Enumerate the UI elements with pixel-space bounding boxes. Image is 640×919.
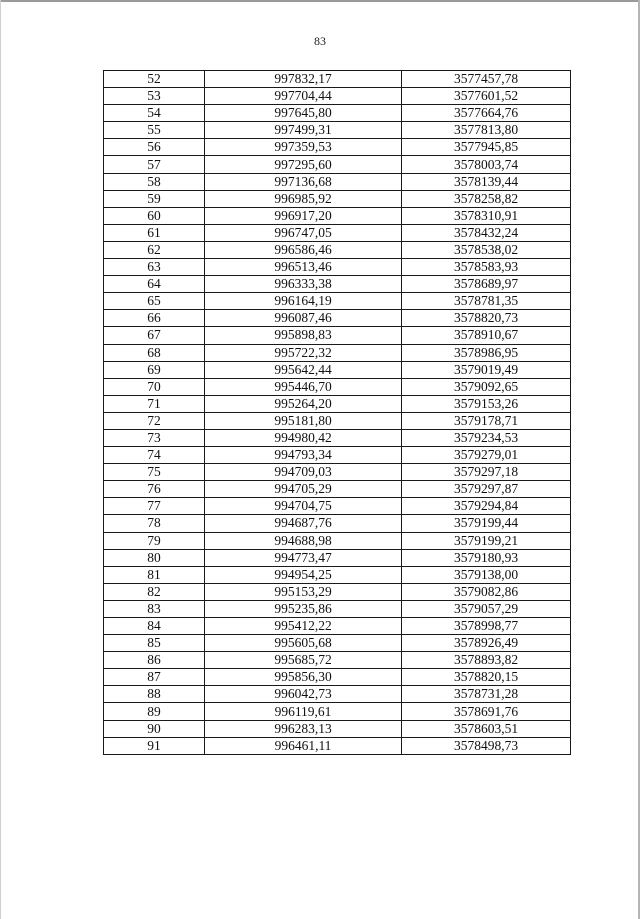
y-coordinate-cell: 3578998,77: [402, 618, 571, 635]
point-number-cell: 59: [104, 190, 205, 207]
y-coordinate-cell: 3578691,76: [402, 703, 571, 720]
point-number-cell: 61: [104, 224, 205, 241]
y-coordinate-cell: 3578893,82: [402, 652, 571, 669]
y-coordinate-cell: 3578731,28: [402, 686, 571, 703]
x-coordinate-cell: 994773,47: [205, 549, 402, 566]
table-row: [104, 88, 571, 105]
x-coordinate-cell: 995898,83: [205, 327, 402, 344]
point-number-cell: 70: [104, 378, 205, 395]
x-coordinate-cell: 994980,42: [205, 429, 402, 446]
table-row: [104, 207, 571, 224]
x-coordinate-cell: 996042,73: [205, 686, 402, 703]
point-number-cell: 84: [104, 618, 205, 635]
table-row: [104, 344, 571, 361]
x-coordinate-cell: 995446,70: [205, 378, 402, 395]
y-coordinate-cell: 3579138,00: [402, 566, 571, 583]
table-row: [104, 686, 571, 703]
y-coordinate-cell: 3579297,87: [402, 481, 571, 498]
x-coordinate-cell: 995605,68: [205, 635, 402, 652]
x-coordinate-cell: 995235,86: [205, 600, 402, 617]
table-row: [104, 498, 571, 515]
x-coordinate-cell: 996119,61: [205, 703, 402, 720]
x-coordinate-cell: 997704,44: [205, 88, 402, 105]
y-coordinate-cell: 3578603,51: [402, 720, 571, 737]
point-number-cell: 69: [104, 361, 205, 378]
y-coordinate-cell: 3579178,71: [402, 412, 571, 429]
point-number-cell: 58: [104, 173, 205, 190]
x-coordinate-cell: 997499,31: [205, 122, 402, 139]
point-number-cell: 75: [104, 464, 205, 481]
x-coordinate-cell: 996513,46: [205, 259, 402, 276]
y-coordinate-cell: 3579092,65: [402, 378, 571, 395]
table-row: [104, 720, 571, 737]
coordinates-table-body: [104, 71, 571, 755]
table-row: [104, 635, 571, 652]
x-coordinate-cell: 994709,03: [205, 464, 402, 481]
x-coordinate-cell: 996087,46: [205, 310, 402, 327]
table-row: [104, 190, 571, 207]
x-coordinate-cell: 994687,76: [205, 515, 402, 532]
y-coordinate-cell: 3578498,73: [402, 737, 571, 754]
x-coordinate-cell: 996461,11: [205, 737, 402, 754]
table-row: [104, 224, 571, 241]
y-coordinate-cell: 3579153,26: [402, 395, 571, 412]
point-number-cell: 56: [104, 139, 205, 156]
table-row: [104, 412, 571, 429]
y-coordinate-cell: 3578003,74: [402, 156, 571, 173]
x-coordinate-cell: 995722,32: [205, 344, 402, 361]
point-number-cell: 66: [104, 310, 205, 327]
y-coordinate-cell: 3578926,49: [402, 635, 571, 652]
x-coordinate-cell: 994954,25: [205, 566, 402, 583]
table-row: [104, 447, 571, 464]
point-number-cell: 86: [104, 652, 205, 669]
table-row: [104, 583, 571, 600]
x-coordinate-cell: 995181,80: [205, 412, 402, 429]
point-number-cell: 52: [104, 71, 205, 88]
table-row: [104, 703, 571, 720]
table-row: [104, 361, 571, 378]
y-coordinate-cell: 3577945,85: [402, 139, 571, 156]
x-coordinate-cell: 996985,92: [205, 190, 402, 207]
y-coordinate-cell: 3579057,29: [402, 600, 571, 617]
point-number-cell: 68: [104, 344, 205, 361]
table-row: [104, 327, 571, 344]
table-row: [104, 310, 571, 327]
x-coordinate-cell: 995264,20: [205, 395, 402, 412]
point-number-cell: 71: [104, 395, 205, 412]
point-number-cell: 80: [104, 549, 205, 566]
x-coordinate-cell: 995685,72: [205, 652, 402, 669]
x-coordinate-cell: 994688,98: [205, 532, 402, 549]
table-row: [104, 669, 571, 686]
point-number-cell: 76: [104, 481, 205, 498]
point-number-cell: 62: [104, 241, 205, 258]
x-coordinate-cell: 996164,19: [205, 293, 402, 310]
point-number-cell: 54: [104, 105, 205, 122]
page-edge-left: [0, 0, 1, 919]
point-number-cell: 73: [104, 429, 205, 446]
y-coordinate-cell: 3578986,95: [402, 344, 571, 361]
table-row: [104, 139, 571, 156]
table-row: [104, 71, 571, 88]
table-row: [104, 464, 571, 481]
page-number: 83: [314, 34, 326, 48]
point-number-cell: 77: [104, 498, 205, 515]
table-row: [104, 618, 571, 635]
y-coordinate-cell: 3579297,18: [402, 464, 571, 481]
table-row: [104, 429, 571, 446]
table-row: [104, 378, 571, 395]
table-row: [104, 532, 571, 549]
y-coordinate-cell: 3579019,49: [402, 361, 571, 378]
point-number-cell: 57: [104, 156, 205, 173]
point-number-cell: 81: [104, 566, 205, 583]
y-coordinate-cell: 3578432,24: [402, 224, 571, 241]
x-coordinate-cell: 995412,22: [205, 618, 402, 635]
x-coordinate-cell: 995153,29: [205, 583, 402, 600]
point-number-cell: 88: [104, 686, 205, 703]
y-coordinate-cell: 3578538,02: [402, 241, 571, 258]
y-coordinate-cell: 3578820,15: [402, 669, 571, 686]
point-number-cell: 55: [104, 122, 205, 139]
x-coordinate-cell: 997645,80: [205, 105, 402, 122]
table-row: [104, 105, 571, 122]
point-number-cell: 72: [104, 412, 205, 429]
x-coordinate-cell: 994793,34: [205, 447, 402, 464]
x-coordinate-cell: 996283,13: [205, 720, 402, 737]
table-row: [104, 293, 571, 310]
x-coordinate-cell: 995856,30: [205, 669, 402, 686]
y-coordinate-cell: 3578820,73: [402, 310, 571, 327]
x-coordinate-cell: 997295,60: [205, 156, 402, 173]
x-coordinate-cell: 997832,17: [205, 71, 402, 88]
y-coordinate-cell: 3578689,97: [402, 276, 571, 293]
y-coordinate-cell: 3578258,82: [402, 190, 571, 207]
y-coordinate-cell: 3579199,21: [402, 532, 571, 549]
x-coordinate-cell: 996747,05: [205, 224, 402, 241]
point-number-cell: 67: [104, 327, 205, 344]
y-coordinate-cell: 3579082,86: [402, 583, 571, 600]
table-row: [104, 173, 571, 190]
y-coordinate-cell: 3577601,52: [402, 88, 571, 105]
y-coordinate-cell: 3577457,78: [402, 71, 571, 88]
point-number-cell: 63: [104, 259, 205, 276]
table-row: [104, 600, 571, 617]
point-number-cell: 60: [104, 207, 205, 224]
table-row: [104, 122, 571, 139]
point-number-cell: 82: [104, 583, 205, 600]
table-row: [104, 259, 571, 276]
x-coordinate-cell: 997136,68: [205, 173, 402, 190]
table-row: [104, 515, 571, 532]
y-coordinate-cell: 3579234,53: [402, 429, 571, 446]
x-coordinate-cell: 996586,46: [205, 241, 402, 258]
point-number-cell: 85: [104, 635, 205, 652]
y-coordinate-cell: 3578781,35: [402, 293, 571, 310]
table-row: [104, 481, 571, 498]
point-number-cell: 90: [104, 720, 205, 737]
y-coordinate-cell: 3577664,76: [402, 105, 571, 122]
y-coordinate-cell: 3579279,01: [402, 447, 571, 464]
y-coordinate-cell: 3578310,91: [402, 207, 571, 224]
point-number-cell: 65: [104, 293, 205, 310]
coordinates-table: [103, 70, 571, 755]
table-row: [104, 652, 571, 669]
point-number-cell: 87: [104, 669, 205, 686]
point-number-cell: 83: [104, 600, 205, 617]
table-row: [104, 566, 571, 583]
table-row: [104, 156, 571, 173]
y-coordinate-cell: 3579199,44: [402, 515, 571, 532]
y-coordinate-cell: 3579294,84: [402, 498, 571, 515]
y-coordinate-cell: 3579180,93: [402, 549, 571, 566]
point-number-cell: 89: [104, 703, 205, 720]
y-coordinate-cell: 3578910,67: [402, 327, 571, 344]
y-coordinate-cell: 3577813,80: [402, 122, 571, 139]
point-number-cell: 79: [104, 532, 205, 549]
x-coordinate-cell: 994705,29: [205, 481, 402, 498]
table-row: [104, 241, 571, 258]
point-number-cell: 53: [104, 88, 205, 105]
y-coordinate-cell: 3578583,93: [402, 259, 571, 276]
x-coordinate-cell: 996917,20: [205, 207, 402, 224]
table-row: [104, 395, 571, 412]
table-row: [104, 276, 571, 293]
x-coordinate-cell: 997359,53: [205, 139, 402, 156]
x-coordinate-cell: 996333,38: [205, 276, 402, 293]
x-coordinate-cell: 995642,44: [205, 361, 402, 378]
table-row: [104, 549, 571, 566]
page-edge-top: [0, 0, 640, 2]
point-number-cell: 91: [104, 737, 205, 754]
y-coordinate-cell: 3578139,44: [402, 173, 571, 190]
table-row: [104, 737, 571, 754]
point-number-cell: 78: [104, 515, 205, 532]
point-number-cell: 64: [104, 276, 205, 293]
x-coordinate-cell: 994704,75: [205, 498, 402, 515]
point-number-cell: 74: [104, 447, 205, 464]
